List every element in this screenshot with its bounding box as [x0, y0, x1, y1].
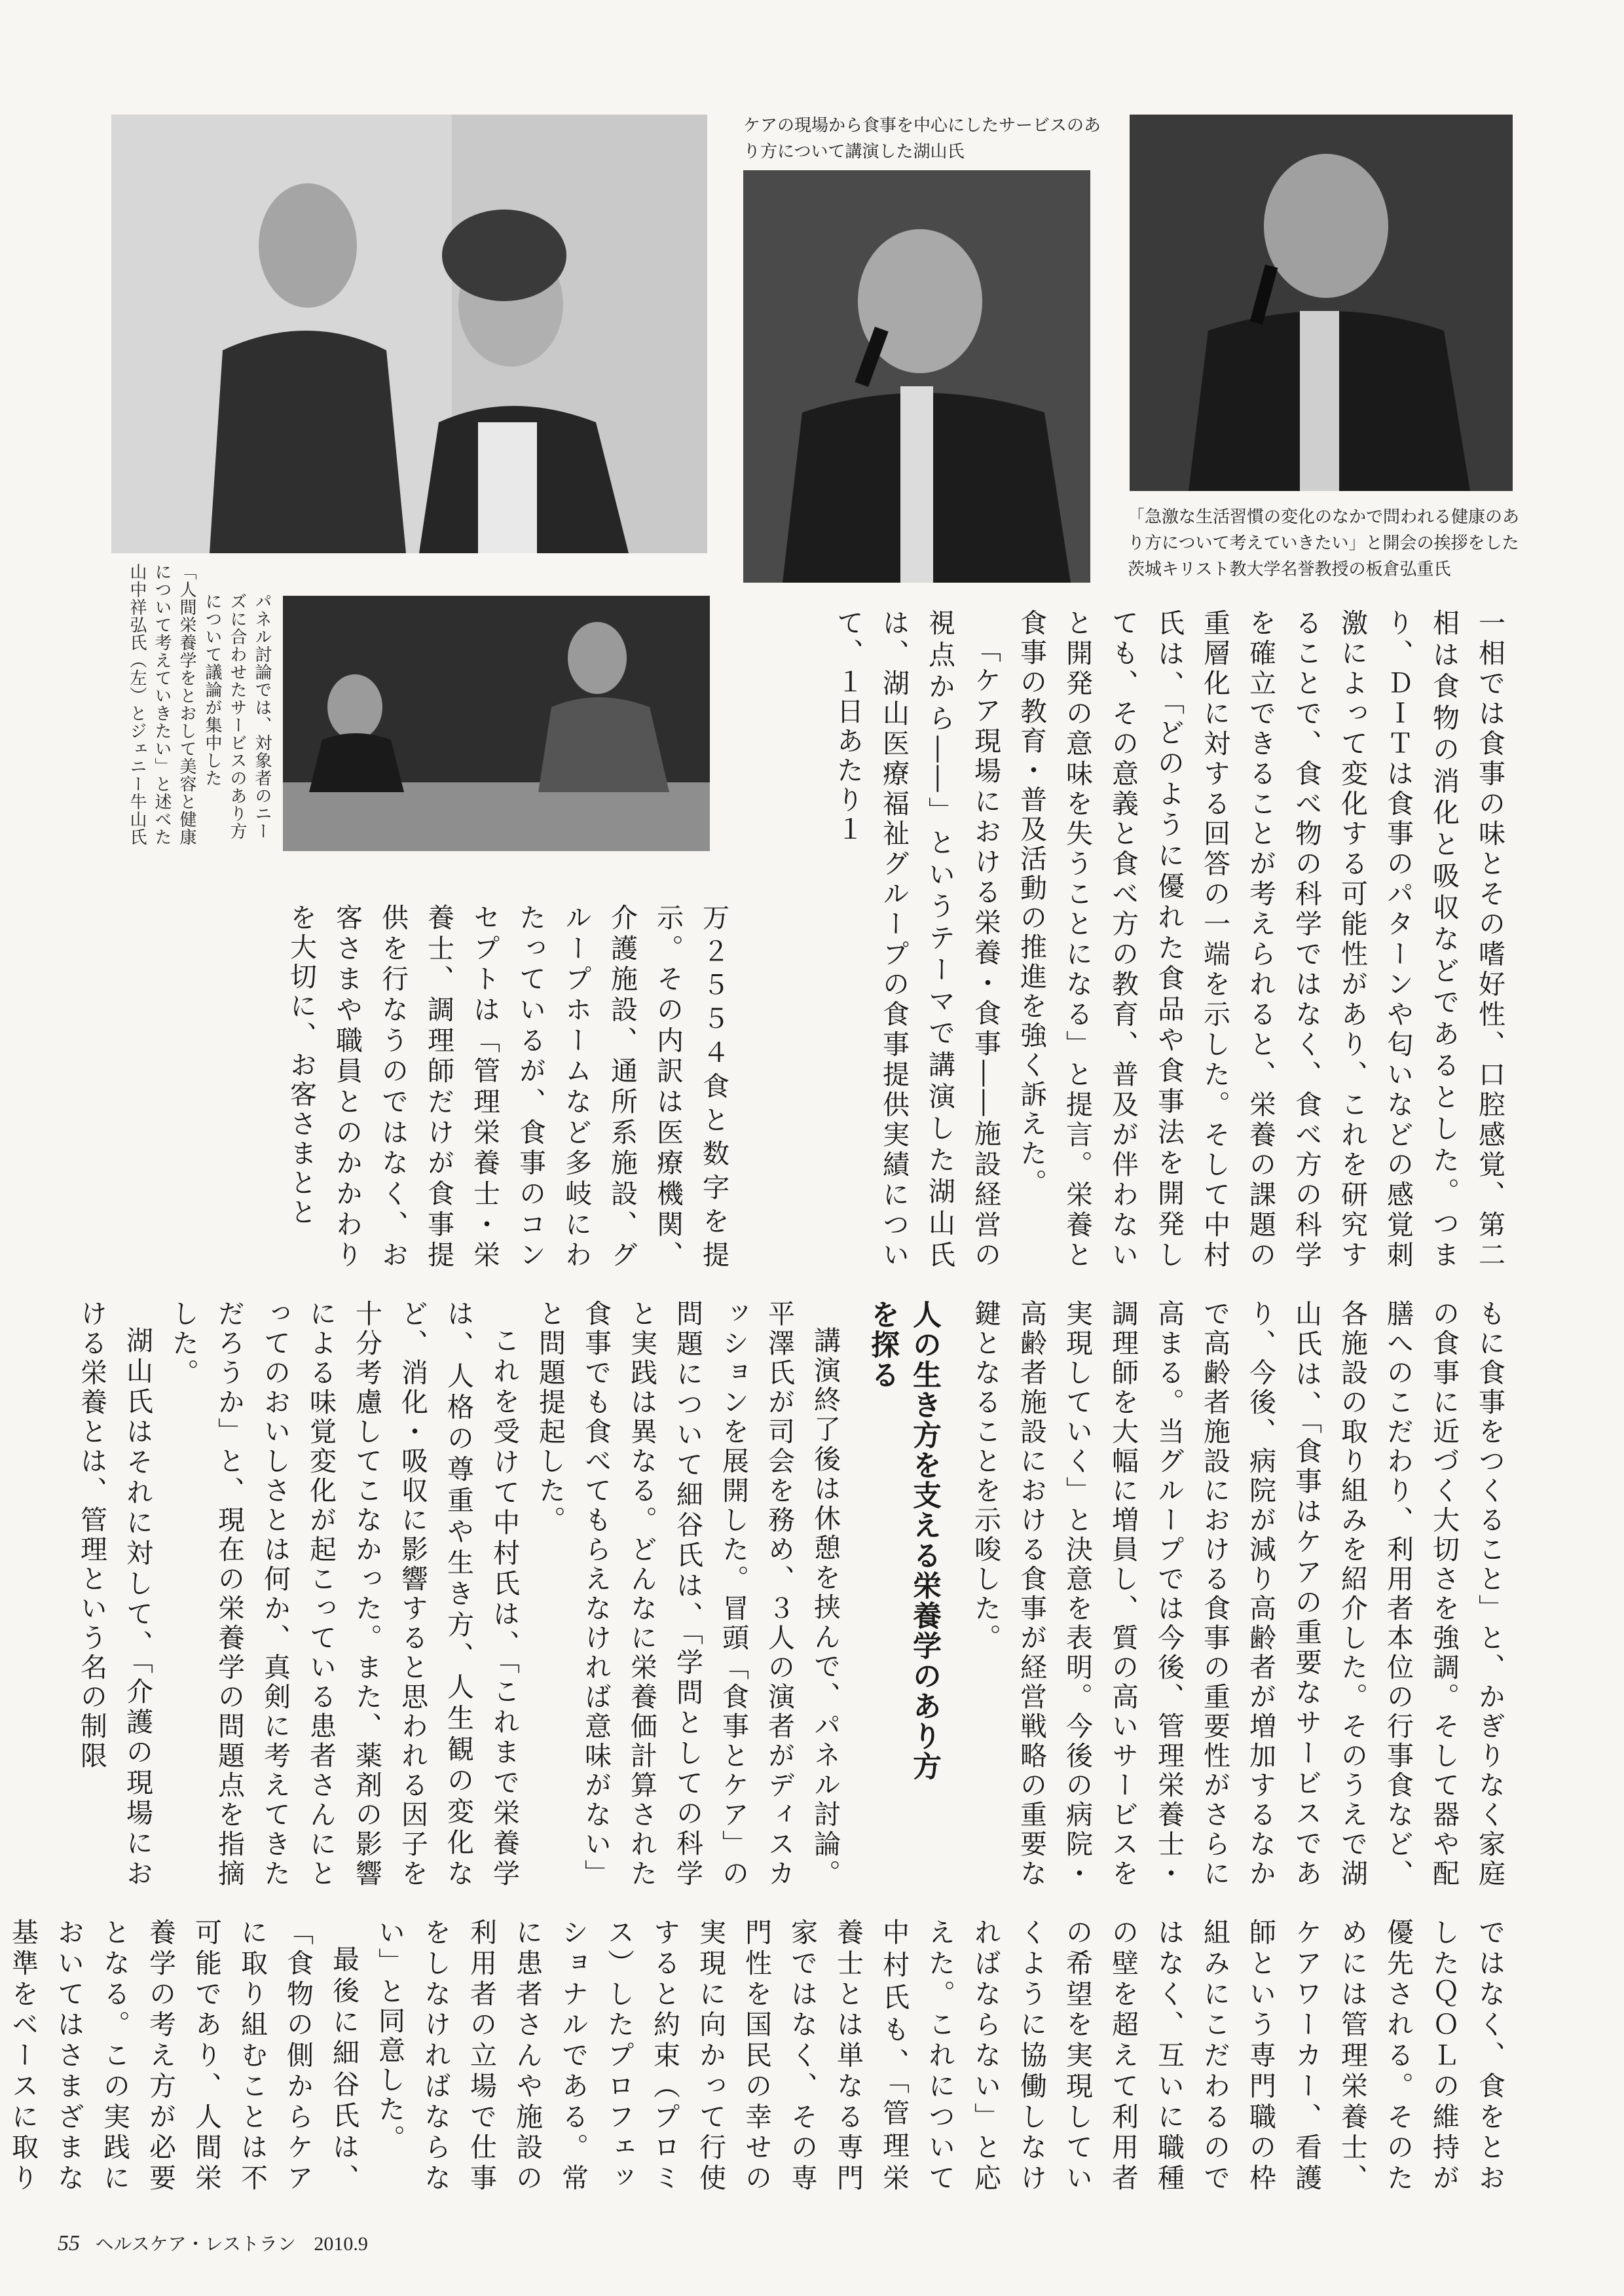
text-column-upper-right [747, 609, 1513, 1270]
paragraph: これを受けて中村氏は、「これまで栄養学は、人格の尊重や生き方、人生観の変化など、消化・吸収に影響すると思われる因子を十分考慮してこなかった。また、薬剤の影響による味覚変化が起こっている患者さんにとってのおいしさとは何か、真剣に考えてきただろうか」と、現在の栄養学の問題点を指摘した。 [168, 1300, 520, 1889]
photo-yamanaka-ushiyama [111, 115, 707, 553]
text-column-middle-right [953, 1300, 1513, 1889]
magazine-name: ヘルスケア・レストラン [95, 2233, 296, 2255]
paragraph: 一相では食事の味とその嗜好性、口腔感覚、第二相は食物の消化と吸収などであるとした。つまり、ＤＩＴは食事のパターンや匂いなどの感覚刺激によって変化する可能性があり、これを研究することで、食べ物の科学ではなく、食べ方の科学を確立できることが考えられると、栄養の課題の重層化に対する回答の一端を示した。そして中村氏は、「どのように優れた食品や食事法を開発しても、その意義と食べ方の教育、普及が伴わないと開発の意味を失うことになる」と提言。栄養と食事の教育・普及活動の推進を強く訴えた。 [1016, 609, 1505, 1271]
paragraph: 湖山氏はそれに対して、「介護の現場における栄養とは、管理という名の制限 [76, 1300, 153, 1889]
text-column-upper-left [101, 903, 737, 1270]
caption-yamanaka-ushiyama: 「人間栄養学をとおして美容と健康について考えていきたい」と述べた山中祥弘氏（左）とジェニー牛山氏 [127, 563, 196, 846]
paragraph: もに食事をつくること」と、かぎりなく家庭の食事に近づく大切さを強調。そして器や配膳へのこだわり、利用者本位の行事食など、各施設の取り組みを紹介した。そのうえで湖山氏は、「食事はケアの重要なサービスであり、今後、病院が減り高齢者が増加するなかで高齢者施設における食事の重要性がさらに高まる。当グループでは今後、管理栄養士・調理師を大幅に増員し、質の高いサービスを実現していく」と決意を表明。今後の病院・高齢者施設における食事が経営戦略の重要な鍵となることを示唆した。 [970, 1300, 1505, 1889]
page-footer [58, 2230, 368, 2256]
photo-panel-discussion [283, 596, 710, 851]
text-column-bottom [7, 1918, 1513, 2193]
paragraph: 「ケア現場における栄養・食事――施設経営の視点から――」というテーマで講演した湖山氏は、湖山医療福祉グループの食事提供実績について、１日あたり１ [832, 609, 1001, 1271]
photo-koyama [743, 170, 1090, 583]
photo-itakura [1130, 115, 1513, 491]
section-heading: 人の生き方を支える栄養学のあり方を探る [866, 1300, 941, 1781]
paragraph: 講演終了後は休憩を挟んで、パネル討論。平澤氏が司会を務め、３人の演者がディスカッションを展開した。冒頭「食事とケア」の問題について細谷氏は、「学問としての科学と実践は異なる。どんなに栄養価計算された食事でも食べてもらえなければ意味がない」と問題提起した。 [534, 1300, 841, 1889]
caption-koyama: ケアの現場から食事を中心にしたサービスのあり方について講演した湖山氏 [743, 116, 1101, 162]
paragraph: 万２５５４食と数字を提示。その内訳は医療機関、介護施設、通所系施設、グループホームなど多岐にわたっているが、食事のコンセプトは「管理栄養士・栄養士、調理師だけが食事提供を行なうのではなく、お客さまや職員とのかかわりを大切に、お客さまとと [286, 903, 729, 1270]
issue-date: 2010.9 [314, 2233, 368, 2255]
caption-panel-discussion: パネル討論では、対象者のニーズに合わせたサービスのあり方について議論が集中した [202, 592, 272, 840]
paragraph: ではなく、食をとおしたＱＯＬの維持が優先される。そのためには管理栄養士、ケアワーカー、看護師という専門職の枠組みにこだわるのではなく、互いに職種の壁を超えて利用者の希望を実現していくように協働しなければならない」と応えた。これについて中村氏も、「管理栄養士とは単なる専門家ではなく、その専門性を国民の幸せの実現に向かって行使すると約束（プロミス）したプロフェッショナルである。常に患者さんや施設の利用者の立場で仕事をしなければならない」と同意した。 [374, 1918, 1505, 2193]
text-column-middle-left [76, 1300, 848, 1889]
caption-itakura: 「急激な生活習慣の変化のなかで問われる健康のあり方について考えていきたい」と開会の挨拶をした茨城キリスト教大学名誉教授の板倉弘重氏 [1128, 507, 1520, 579]
paragraph: 最後に細谷氏は、「食物の側からケアに取り組むことは不可能であり、人間栄養学の考え方が必要となる。この実践においてはさまざまな基準をベースに取り [7, 1918, 360, 2193]
page-number: 55 [58, 2231, 80, 2255]
